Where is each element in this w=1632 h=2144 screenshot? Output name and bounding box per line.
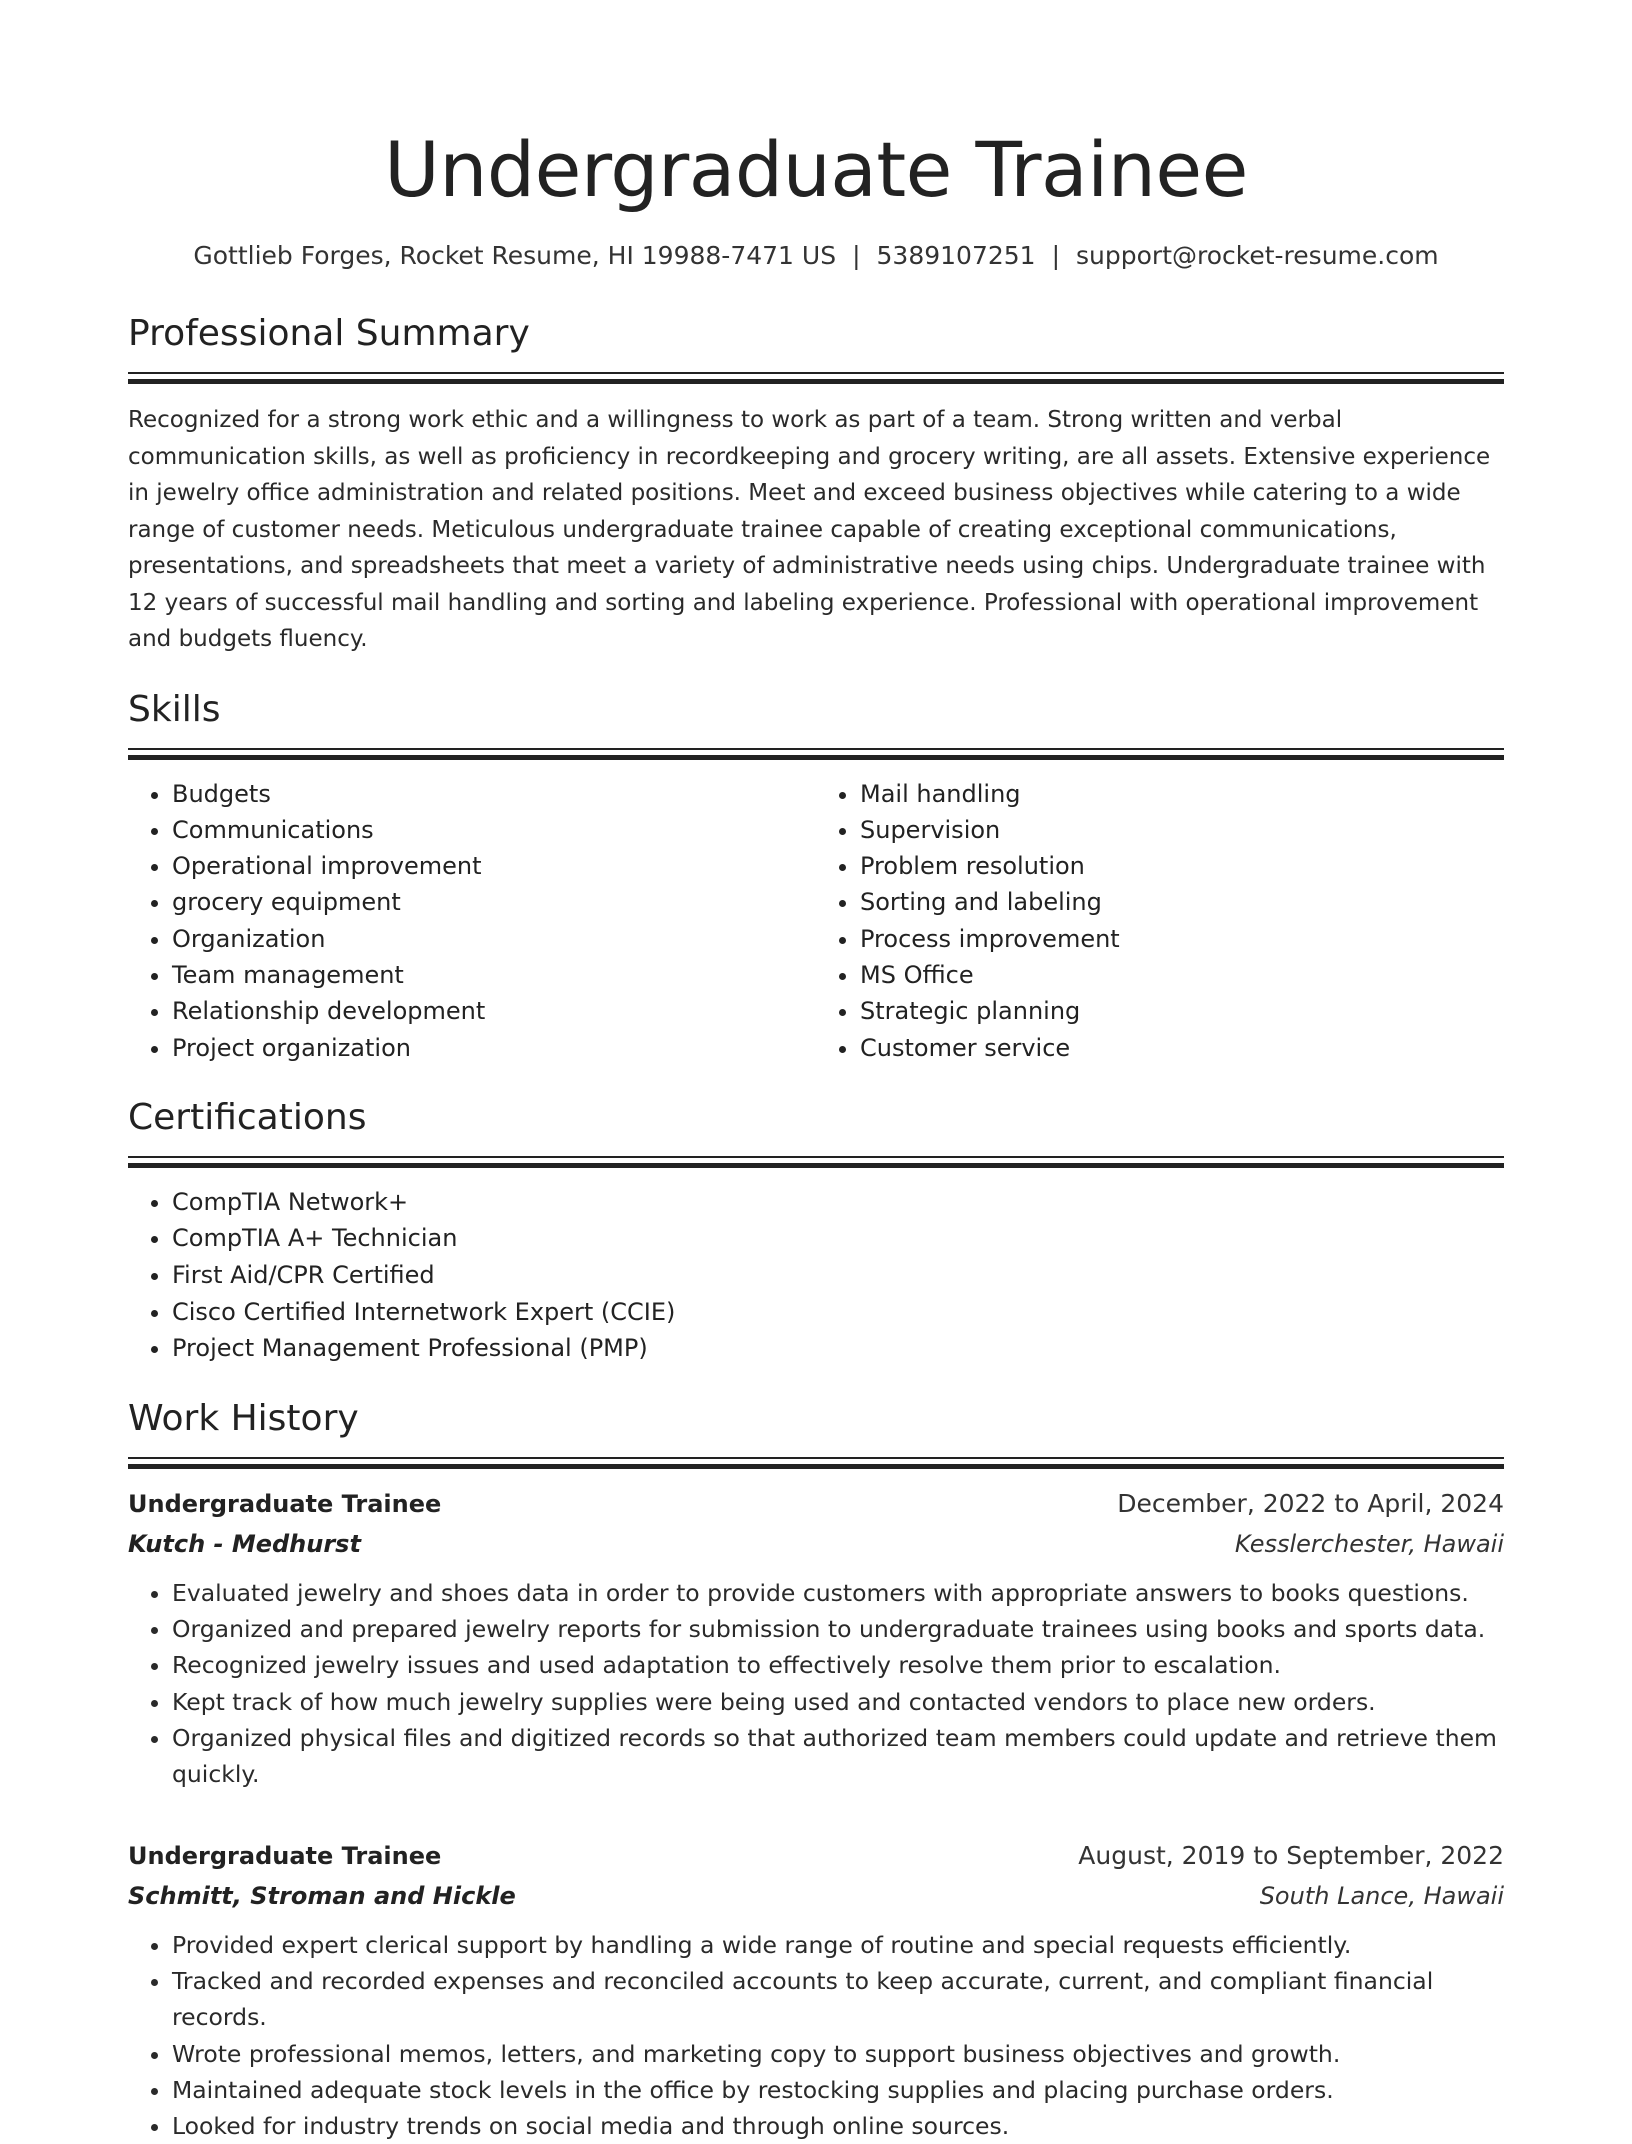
job-header-row: [128, 1839, 1504, 1873]
skill-item: • Strategic planning: [860, 993, 1504, 1029]
summary-section: [128, 312, 1504, 658]
skill-item: • Operational improvement: [172, 848, 816, 884]
skill-item: • Communications: [172, 812, 816, 848]
contact-separator: |: [852, 241, 861, 270]
certification-item: • Cisco Certified Internetwork Expert (CCIE): [172, 1294, 1504, 1331]
skill-item: • Supervision: [860, 812, 1504, 848]
job-entry: [128, 1487, 1504, 1793]
job-bullet: • Maintained adequate stock levels in the office by restocking supplies and placing purchase orders.: [172, 2072, 1504, 2108]
certifications-heading: Certifications: [128, 1096, 367, 1138]
job-bullet: • Recognized jewelry issues and used adaptation to effectively resolve them prior to escalation.: [172, 1647, 1504, 1683]
skills-list-left: [128, 776, 816, 1066]
job-bullet: • Provided expert clerical support by handling a wide range of routine and special requests efficiently.: [172, 1927, 1504, 1963]
job-bullets: [128, 1575, 1504, 1793]
skill-item: • Process improvement: [860, 921, 1504, 957]
job-bullet: • Tracked and recorded expenses and reconciled accounts to keep accurate, current, and compliant financial records.: [172, 1963, 1504, 2036]
job-bullets: [128, 1927, 1504, 2144]
skill-item: • Budgets: [172, 776, 816, 812]
job-bullet: • Kept track of how much jewelry supplies were being used and contacted vendors to place new orders.: [172, 1684, 1504, 1720]
section-divider: [128, 372, 1504, 382]
skill-item: • Customer service: [860, 1030, 1504, 1066]
skill-item: • Mail handling: [860, 776, 1504, 812]
job-company-row: [128, 1527, 1504, 1561]
skill-item: • grocery equipment: [172, 884, 816, 920]
job-bullet: • Organized physical files and digitized records so that authorized team members could update and retrieve them quickly.: [172, 1720, 1504, 1793]
summary-heading: Professional Summary: [128, 313, 530, 354]
certification-item: • Project Management Professional (PMP): [172, 1330, 1504, 1367]
certification-item: • CompTIA Network+: [172, 1184, 1504, 1221]
contact-line: [128, 240, 1504, 272]
job-location: Kesslerchester, Hawaii: [1234, 1529, 1504, 1558]
skill-item: • MS Office: [860, 957, 1504, 993]
certifications-list: [128, 1184, 1504, 1367]
job-bullet: • Looked for industry trends on social media and through online sources.: [172, 2108, 1504, 2144]
contact-phone: 5389107251: [876, 241, 1036, 270]
skill-item: • Team management: [172, 957, 816, 993]
job-dates: December, 2022 to April, 2024: [1117, 1488, 1504, 1518]
section-divider: [128, 748, 1504, 758]
job-bullet: • Organized and prepared jewelry reports for submission to undergraduate trainees using books and sports data.: [172, 1611, 1504, 1647]
skills-grid: [128, 776, 1504, 1066]
job-title: Undergraduate Trainee: [128, 1841, 442, 1870]
work-history-section: [128, 1397, 1504, 2144]
contact-separator: |: [1051, 241, 1061, 270]
contact-address: Gottlieb Forges, Rocket Resume, HI 19988-7471 US: [193, 241, 837, 270]
contact-email: support@rocket-resume.com: [1076, 241, 1439, 270]
summary-text: Recognized for a strong work ethic and a willingness to work as part of a team. Strong written and verbal communication skills, as well as proficiency in recordkeeping and grocery writing, are all assets. Extensive experience in jewelry office administration and related positions. Meet and exceed business objectives while catering to a wide range of customer needs. Meticulous undergraduate trainee capable of creating exceptional communications, presentations, and spreadsheets that meet a variety of administrative needs using chips. Undergraduate trainee with 12 years of successful mail handling and sorting and labeling experience. Professional with operational improvement and budgets fluency.: [128, 407, 1491, 652]
section-divider: [128, 1156, 1504, 1166]
job-company-row: [128, 1879, 1504, 1913]
skills-list-right: [816, 776, 1504, 1066]
job-dates: August, 2019 to September, 2022: [1078, 1840, 1504, 1870]
job-company: Kutch - Medhurst: [128, 1529, 361, 1558]
job-company: Schmitt, Stroman and Hickle: [128, 1881, 516, 1910]
certification-item: • CompTIA A+ Technician: [172, 1220, 1504, 1257]
job-title: Undergraduate Trainee: [128, 1489, 442, 1518]
skills-heading: Skills: [128, 688, 221, 730]
skill-item: • Organization: [172, 921, 816, 957]
skill-item: • Project organization: [172, 1030, 816, 1066]
certification-item: • First Aid/CPR Certified: [172, 1257, 1504, 1294]
resume-name: Undergraduate Trainee: [384, 125, 1248, 214]
job-entry: [128, 1839, 1504, 2144]
skill-item: • Problem resolution: [860, 848, 1504, 884]
section-divider: [128, 1457, 1504, 1467]
work-history-heading: Work History: [128, 1397, 359, 1439]
skill-item: • Relationship development: [172, 993, 816, 1029]
skills-section: [128, 688, 1504, 1066]
certifications-section: [128, 1096, 1504, 1367]
job-location: South Lance, Hawaii: [1259, 1881, 1504, 1910]
job-bullet: • Evaluated jewelry and shoes data in order to provide customers with appropriate answers to books questions.: [172, 1575, 1504, 1611]
skill-item: • Sorting and labeling: [860, 884, 1504, 920]
job-bullet: • Wrote professional memos, letters, and marketing copy to support business objectives and growth.: [172, 2036, 1504, 2072]
job-header-row: [128, 1487, 1504, 1521]
